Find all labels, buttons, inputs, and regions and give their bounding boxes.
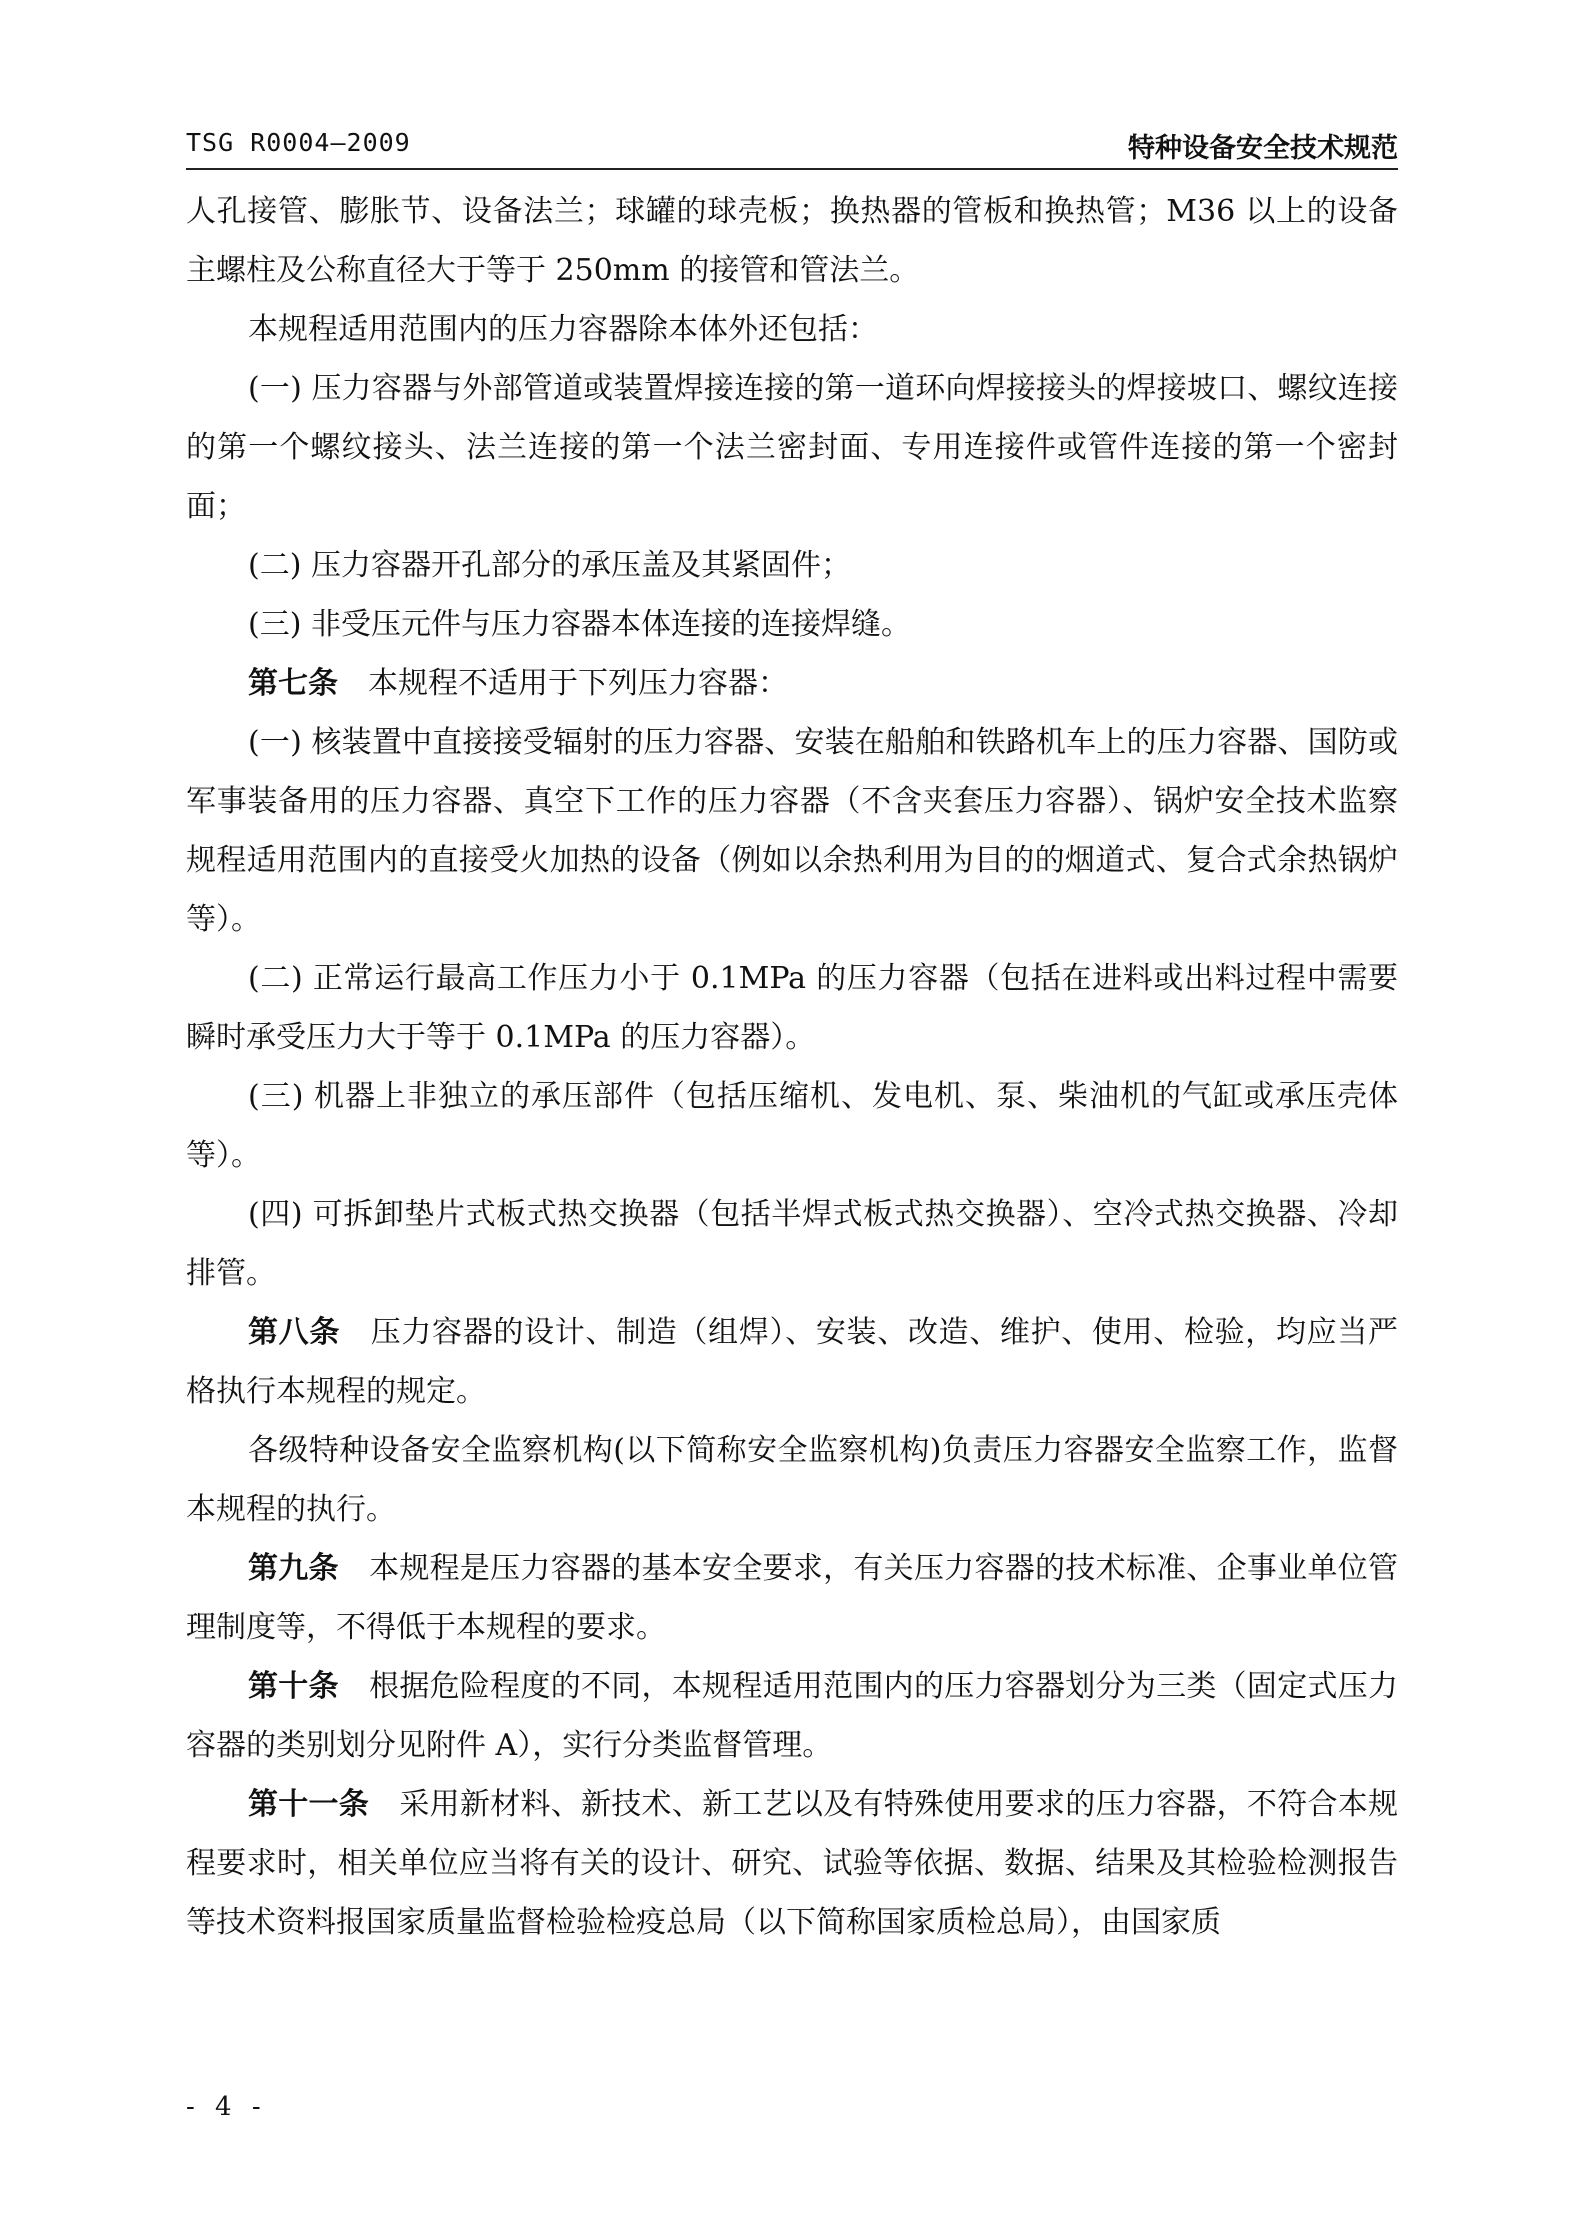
standard-code: TSG R0004—2009 [186,128,411,157]
paragraph-text: 本规程适用范围内的压力容器除本体外还包括： [248,312,878,347]
paragraph-7 [186,949,1398,1067]
paragraph-text: 本规程不适用于下列压力容器： [338,666,788,701]
article-label: 第八条 [248,1315,341,1350]
paragraph-3 [186,536,1398,595]
paragraph-text: 人孔接管、膨胀节、设备法兰；球罐的球壳板；换热器的管板和换热管；M36 以上的设备主螺柱及公称直径大于等于 250mm 的接管和管法兰。 [186,194,1398,288]
paragraph-text: 压力容器的设计、制造（组焊）、安装、改造、维护、使用、检验，均应当严格执行本规程的规定。 [186,1315,1399,1409]
paragraph-text: (一) 核装置中直接接受辐射的压力容器、安装在船舶和铁路机车上的压力容器、国防或军事装备用的压力容器、真空下工作的压力容器（不含夹套压力容器）、锅炉安全技术监察规程适用范围内的直接受火加热的设备（例如以余热利用为目的的烟道式、复合式余热锅炉等）。 [186,725,1398,937]
paragraph-text: (二) 压力容器开孔部分的承压盖及其紧固件； [248,548,851,583]
page-number: - 4 - [186,2092,267,2122]
article-label: 第十一条 [248,1787,370,1822]
paragraph-text: 采用新材料、新技术、新工艺以及有特殊使用要求的压力容器，不符合本规程要求时，相关单位应当将有关的设计、研究、试验等依据、数据、结果及其检验检测报告等技术资料报国家质量监督检验检疫总局（以下简称国家质检总局），由国家质 [186,1787,1399,1940]
header-rule [186,168,1398,170]
paragraph-0 [186,182,1398,300]
paragraph-text: (二) 正常运行最高工作压力小于 0.1MPa 的压力容器（包括在进料或出料过程中需要瞬时承受压力大于等于 0.1MPa 的压力容器）。 [186,961,1398,1055]
document-body [186,182,1398,1952]
paragraph-text: 各级特种设备安全监察机构(以下简称安全监察机构)负责压力容器安全监察工作，监督本规程的执行。 [186,1433,1398,1527]
paragraph-10 [186,1303,1398,1421]
paragraph-8 [186,1067,1398,1185]
paragraph-5 [186,654,1398,713]
paragraph-text: (三) 非受压元件与压力容器本体连接的连接焊缝。 [248,607,911,642]
paragraph-12 [186,1539,1398,1657]
paragraph-6 [186,713,1398,949]
article-label: 第九条 [248,1551,339,1586]
paragraph-13 [186,1657,1398,1775]
article-label: 第七条 [248,666,338,701]
header-title: 特种设备安全技术规范 [1128,133,1398,164]
paragraph-text: (一) 压力容器与外部管道或装置焊接连接的第一道环向焊接接头的焊接坡口、螺纹连接的第一个螺纹接头、法兰连接的第一个法兰密封面、专用连接件或管件连接的第一个密封面； [186,371,1398,524]
paragraph-2 [186,359,1398,536]
paragraph-11 [186,1421,1398,1539]
paragraph-1 [186,300,1398,359]
page-header [186,126,1398,166]
paragraph-text: 根据危险程度的不同，本规程适用范围内的压力容器划分为三类（固定式压力容器的类别划分见附件 A），实行分类监督管理。 [186,1669,1399,1763]
paragraph-text: (三) 机器上非独立的承压部件（包括压缩机、发电机、泵、柴油机的气缸或承压壳体等）。 [186,1079,1398,1173]
paragraph-9 [186,1185,1398,1303]
article-label: 第十条 [248,1669,339,1704]
paragraph-4 [186,595,1398,654]
paragraph-text: 本规程是压力容器的基本安全要求，有关压力容器的技术标准、企事业单位管理制度等，不得低于本规程的要求。 [186,1551,1399,1645]
paragraph-text: (四) 可拆卸垫片式板式热交换器（包括半焊式板式热交换器）、空冷式热交换器、冷却排管。 [186,1197,1398,1291]
paragraph-14 [186,1775,1398,1952]
